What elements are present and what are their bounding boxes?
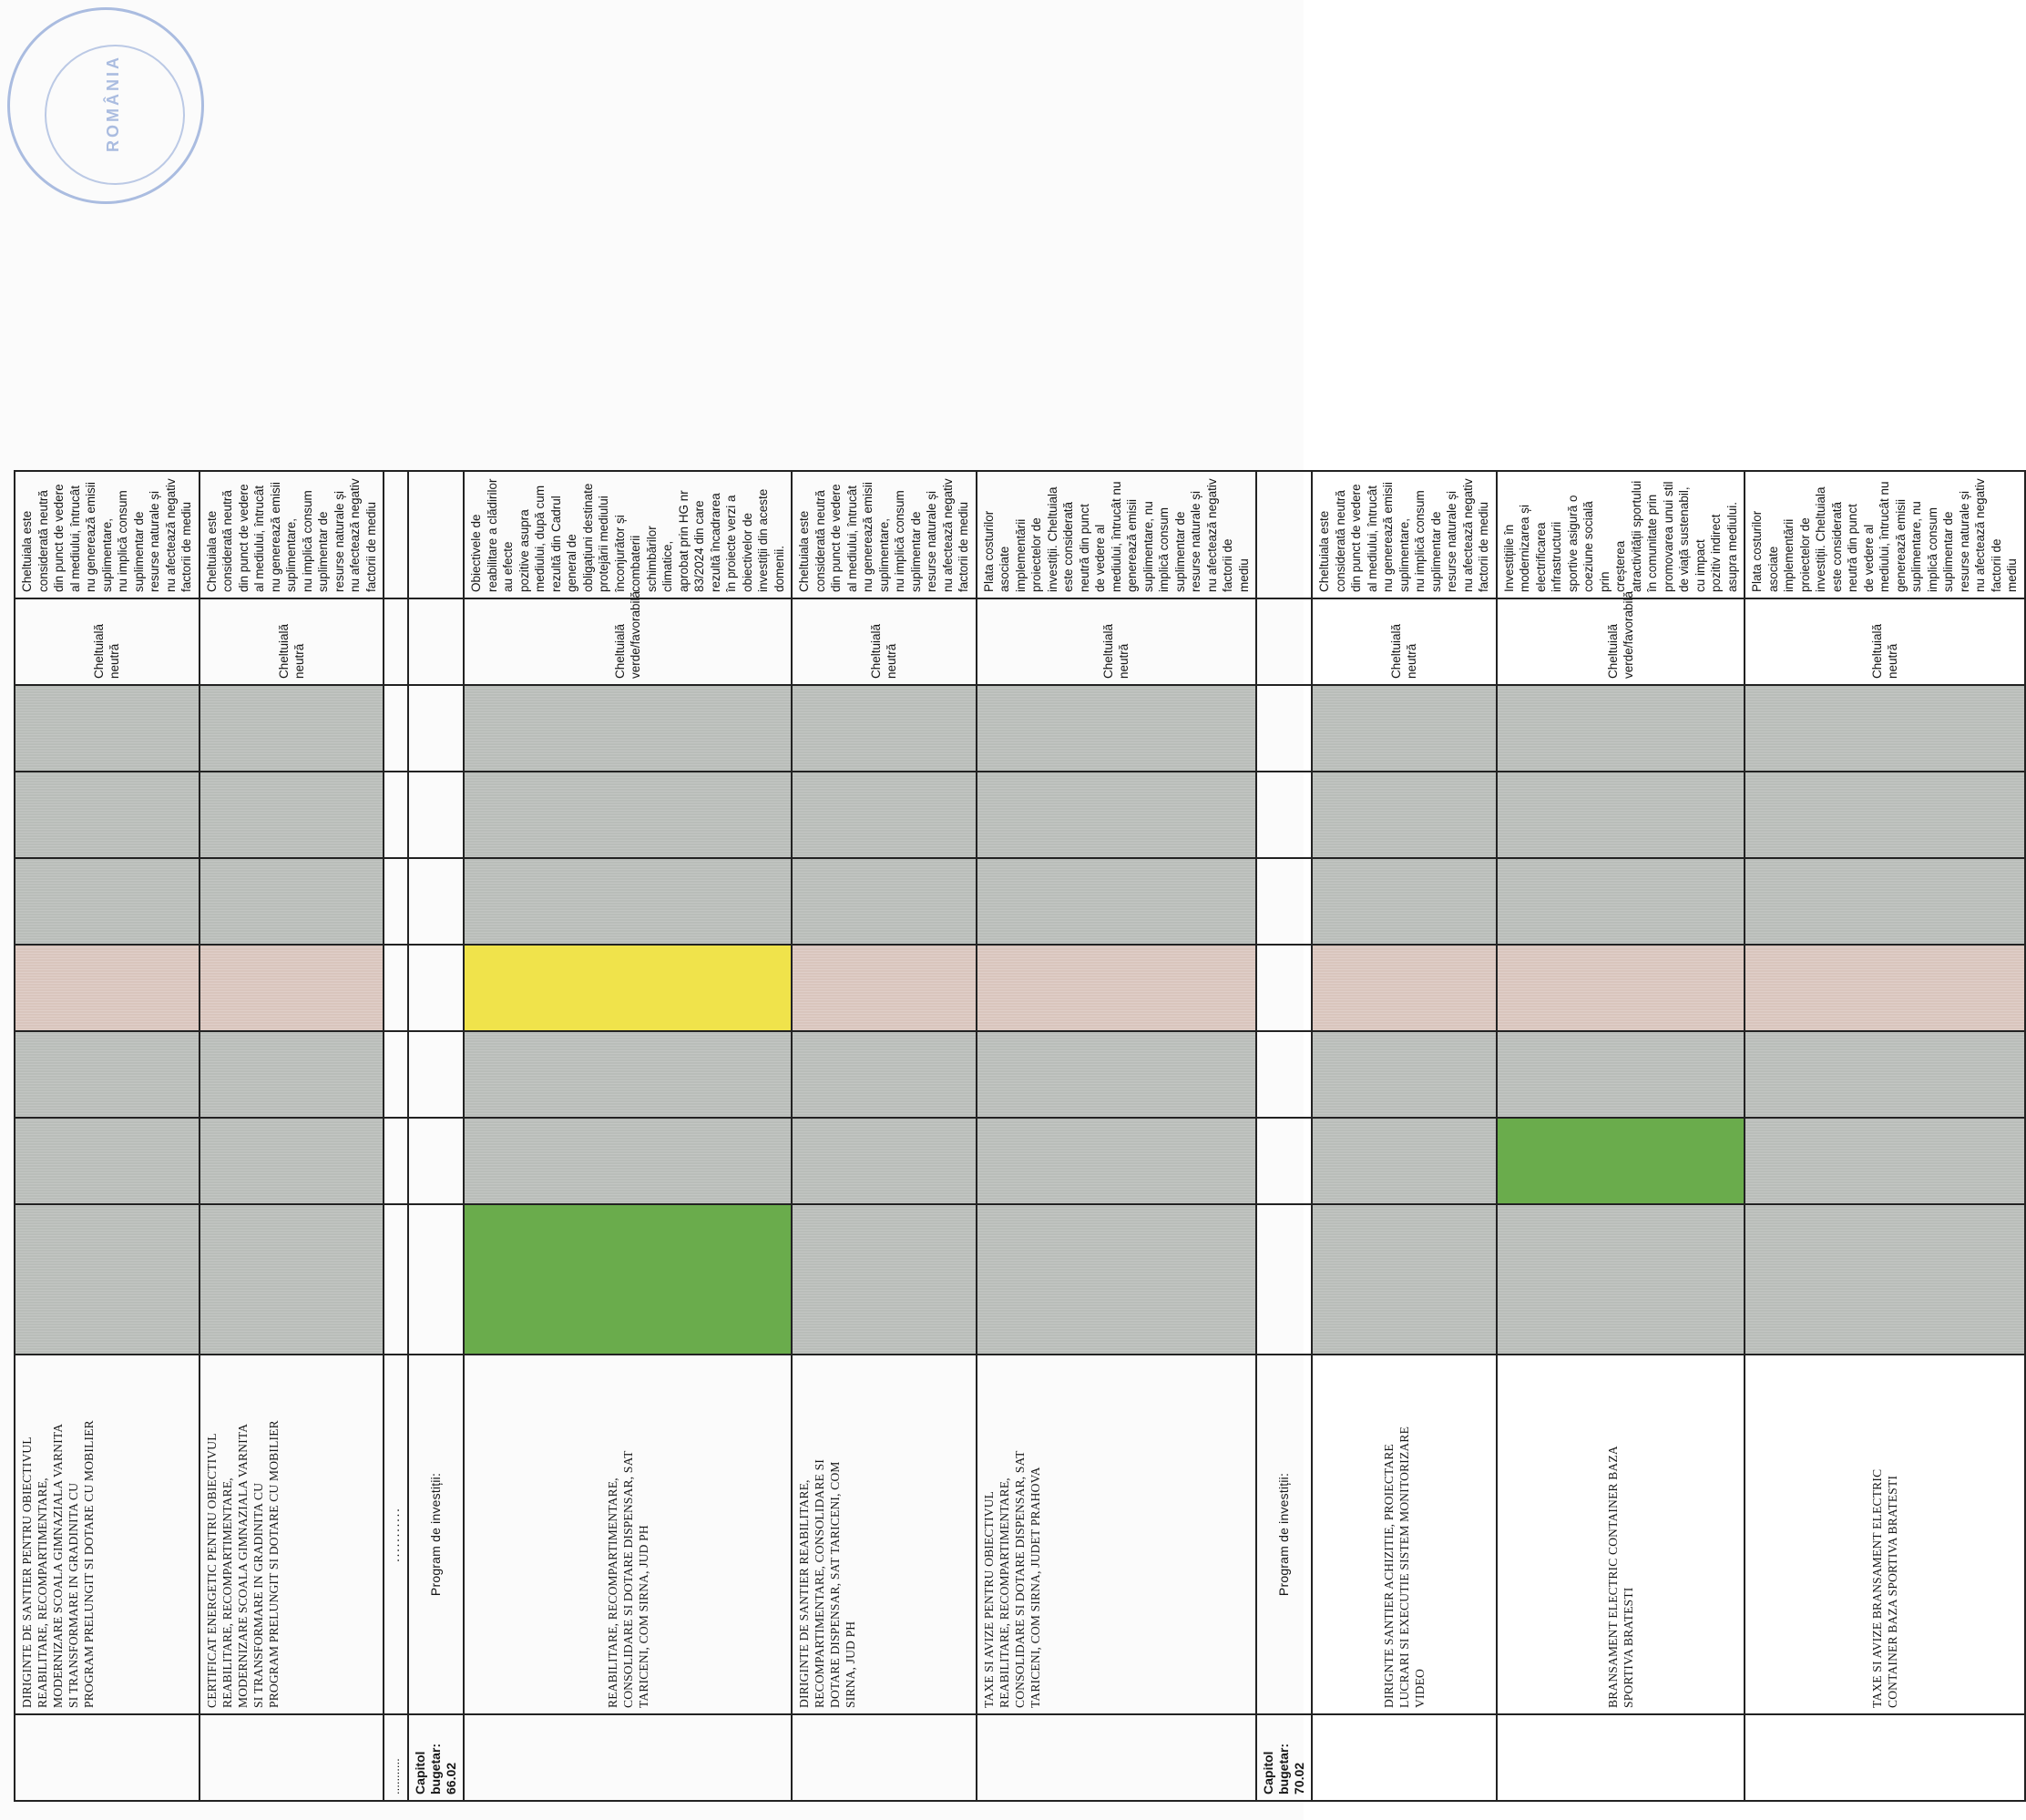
explanation-line: resurse naturale și nu afectează negativ factorii de bbox=[1957, 478, 2003, 592]
criterion-cell-7 bbox=[1497, 685, 1745, 772]
expense-label-cell bbox=[792, 1355, 977, 1714]
explanation-line: Cheltuiala este considerată neutră din punct de vedere bbox=[1317, 484, 1363, 592]
expense-label-line: SPORTIVA BRATESTI bbox=[1621, 1587, 1635, 1708]
criterion-cell-6 bbox=[977, 772, 1257, 858]
expense-label-line: PROGRAM PRELUNGIT SI DOTARE CU MOBILIER bbox=[266, 1420, 281, 1708]
criterion-cell-7 bbox=[792, 685, 977, 772]
explanation-line: general de obligațiuni destinate protejării mediului bbox=[565, 483, 610, 592]
table-row bbox=[1745, 0, 2025, 1801]
criterion-cell-4 bbox=[15, 945, 200, 1031]
table-row bbox=[384, 0, 408, 1801]
category-cell bbox=[1312, 598, 1497, 685]
criterion-cell-2 bbox=[1312, 1118, 1497, 1204]
explanation-line: nu implică consum suplimentar de resurse naturale și bbox=[893, 490, 938, 592]
explanation-line: al mediului, întrucât nu generează emisii suplimentare, bbox=[1365, 482, 1411, 592]
criterion-cell-6 bbox=[408, 772, 464, 858]
explanation-line: nu afectează negativ factorii de mediu bbox=[163, 478, 193, 592]
explanation-line: promovarea unui stil de viață sustenabil, cu impact bbox=[1661, 481, 1707, 592]
expense-label-line: LUCRARI SI EXECUTIE SISTEM MONITORIZARE bbox=[1397, 1426, 1411, 1708]
chapter-cell bbox=[200, 1714, 384, 1801]
explanation-line: domenii. bbox=[772, 545, 786, 592]
criterion-cell-4 bbox=[408, 945, 464, 1031]
table-row bbox=[1312, 0, 1497, 1801]
explanation-line: pozitiv indirect asupra mediului. bbox=[1709, 501, 1739, 592]
criterion-cell-5 bbox=[1497, 858, 1745, 945]
criterion-cell-3 bbox=[977, 1031, 1257, 1118]
category-line: Cheltuială bbox=[92, 623, 107, 679]
chapter-cell bbox=[1745, 1714, 2025, 1801]
expense-label-line: REABILITARE, RECOMPARTIMENTARE, bbox=[997, 1477, 1011, 1708]
explanation-line: infrastructurii sportive asigură o coeziune socială prin bbox=[1550, 495, 1612, 592]
explanation-line: pozitive asupra mediului, după cum rezultă din Cadrul bbox=[517, 485, 563, 592]
expense-label-line: CONSOLIDARE SI DOTARE DISPENSAR, SAT bbox=[1012, 1450, 1027, 1708]
criterion-cell-4 bbox=[464, 945, 792, 1031]
criterion-cell-5 bbox=[464, 858, 792, 945]
explanation-line: Plata costurilor asociate implementării proiectelor de bbox=[981, 510, 1043, 592]
explanation-line: mediu bbox=[2005, 558, 2019, 592]
explanation-line: creșterea atractivității sportului în comunitate prin bbox=[1613, 480, 1659, 592]
criterion-cell-2 bbox=[200, 1118, 384, 1204]
criterion-cell-2 bbox=[384, 1118, 408, 1204]
criterion-cell-2 bbox=[1745, 1118, 2025, 1204]
chapter-cell bbox=[977, 1714, 1257, 1801]
explanation-line: în proiecte verzi a obiectivelor de investiții din aceste bbox=[724, 488, 770, 592]
criterion-cell-1 bbox=[408, 1204, 464, 1355]
criterion-cell-4 bbox=[977, 945, 1257, 1031]
criterion-cell-4 bbox=[200, 945, 384, 1031]
criterion-cell-6 bbox=[15, 772, 200, 858]
chapter-cell bbox=[792, 1714, 977, 1801]
criterion-cell-2 bbox=[792, 1118, 977, 1204]
expense-label-cell bbox=[384, 1355, 408, 1714]
table-row bbox=[977, 0, 1257, 1801]
criterion-cell-7 bbox=[15, 685, 200, 772]
expense-label-line: DIRIGINTE DE SANTIER PENTRU OBIECTIVUL bbox=[20, 1437, 34, 1708]
expense-label-line: TAXE SI AVIZE BRANSAMENT ELECTRIC bbox=[1869, 1468, 1884, 1708]
criterion-cell-7 bbox=[977, 685, 1257, 772]
criterion-cell-3 bbox=[792, 1031, 977, 1118]
explanation-line: investiții. Cheltuiala este considerată neutră din punct bbox=[1045, 486, 1091, 592]
criterion-cell-5 bbox=[408, 858, 464, 945]
chapter-cell bbox=[1497, 1714, 1745, 1801]
criterion-cell-1 bbox=[977, 1204, 1257, 1355]
chapter-cell bbox=[15, 1714, 200, 1801]
expense-label-cell bbox=[977, 1355, 1257, 1714]
expense-label-cell bbox=[15, 1355, 200, 1714]
chapter-cell bbox=[1312, 1714, 1497, 1801]
table-row bbox=[464, 0, 792, 1801]
explanation-line: resurse naturale și nu afectează negativ factorii de bbox=[1189, 478, 1234, 592]
criterion-cell-1 bbox=[464, 1204, 792, 1355]
criterion-cell-7 bbox=[408, 685, 464, 772]
expense-label-cell bbox=[1312, 1355, 1497, 1714]
criterion-cell-2 bbox=[464, 1118, 792, 1204]
criterion-cell-7 bbox=[1312, 685, 1497, 772]
expense-label-cell bbox=[1745, 1355, 2025, 1714]
expense-label-line: ........... bbox=[389, 1507, 403, 1562]
criterion-cell-2 bbox=[15, 1118, 200, 1204]
explanation-line: al mediului, întrucât nu generează emisii suplimentare, bbox=[67, 482, 114, 592]
criterion-cell-1 bbox=[15, 1204, 200, 1355]
criterion-cell-4 bbox=[384, 945, 408, 1031]
expense-label-cell bbox=[1497, 1355, 1745, 1714]
criterion-cell-4 bbox=[1745, 945, 2025, 1031]
criterion-cell-6 bbox=[1745, 772, 2025, 858]
explanation-line: mediu bbox=[1236, 558, 1251, 592]
criterion-cell-2 bbox=[1256, 1118, 1312, 1204]
chapter-text: Capitol bugetar: 70.02 bbox=[1261, 1743, 1306, 1794]
criterion-cell-1 bbox=[1497, 1204, 1745, 1355]
expense-label-line: SI TRANSFORMARE IN GRADINITA CU bbox=[67, 1482, 80, 1708]
criterion-cell-3 bbox=[408, 1031, 464, 1118]
explanation-cell bbox=[464, 471, 792, 598]
explanation-cell bbox=[408, 471, 464, 598]
explanation-line: al mediului, întrucât nu generează emisii suplimentare, bbox=[844, 482, 891, 592]
expense-label-line: SIRNA, JUD PH bbox=[844, 1621, 857, 1708]
category-cell bbox=[1256, 598, 1312, 685]
criterion-cell-6 bbox=[384, 772, 408, 858]
criterion-cell-6 bbox=[1497, 772, 1745, 858]
explanation-line: de vedere al mediului, întrucât nu generează emisii bbox=[1093, 481, 1139, 592]
category-cell bbox=[1497, 590, 1745, 685]
explanation-cell bbox=[384, 471, 408, 598]
expense-label-line: CERTIFICAT ENERGETIC PENTRU OBIECTIVUL bbox=[204, 1433, 219, 1708]
category-cell bbox=[200, 598, 384, 685]
expense-label-line: BRANSAMENT ELECTRIC CONTAINER BAZA bbox=[1605, 1446, 1620, 1708]
explanation-line: de vedere al mediului, întrucât nu generează emisii bbox=[1861, 481, 1908, 592]
expense-label-cell bbox=[1256, 1355, 1312, 1714]
expense-label-cell bbox=[408, 1355, 464, 1714]
category-cell bbox=[408, 598, 464, 685]
criterion-cell-4 bbox=[792, 945, 977, 1031]
explanation-line: nu implică consum suplimentar de resurse naturale și bbox=[300, 490, 346, 592]
chapter-cell bbox=[408, 1714, 464, 1801]
criterion-cell-5 bbox=[1745, 858, 2025, 945]
expense-label-line: DIRIGNTE SANTIER ACHIZITIE, PROIECTARE bbox=[1381, 1444, 1396, 1708]
table-row bbox=[1497, 0, 1745, 1801]
criterion-cell-5 bbox=[200, 858, 384, 945]
explanation-line: Cheltuiala este considerată neutră din punct de vedere bbox=[797, 484, 843, 592]
expense-label-line: DOTARE DISPENSAR, SAT TARICENI, COM bbox=[828, 1461, 842, 1708]
criterion-cell-4 bbox=[1256, 945, 1312, 1031]
expense-label-line: REABILITARE, RECOMPARTIMENTARE, bbox=[220, 1477, 234, 1708]
category-line: Cheltuială bbox=[1869, 623, 1884, 679]
expense-label-cell bbox=[200, 1355, 384, 1714]
criterion-cell-2 bbox=[977, 1118, 1257, 1204]
criterion-cell-3 bbox=[384, 1031, 408, 1118]
chapter-text: ........... bbox=[388, 1758, 402, 1794]
expense-label-line: REABILITARE, RECOMPARTIMENTARE, bbox=[36, 1477, 49, 1708]
criterion-cell-4 bbox=[1312, 945, 1497, 1031]
category-line: Cheltuială bbox=[869, 623, 884, 679]
category-line: neutră bbox=[1885, 643, 1899, 679]
explanation-line: Plata costurilor asociate implementării proiectelor de bbox=[1750, 510, 1812, 592]
explanation-cell bbox=[1312, 471, 1497, 598]
expense-label-line: REABILITARE, RECOMPARTIMENTARE, bbox=[605, 1477, 619, 1708]
criterion-cell-7 bbox=[464, 685, 792, 772]
table-row bbox=[792, 0, 977, 1801]
criterion-cell-2 bbox=[408, 1118, 464, 1204]
stamp-text: ROMÂNIA bbox=[104, 55, 122, 152]
explanation-line: suplimentare, nu implică consum suplimentar de bbox=[1141, 501, 1187, 592]
explanation-line: al mediului, întrucât nu generează emisii suplimentare, bbox=[252, 482, 298, 592]
table-row bbox=[15, 0, 200, 1801]
expense-label-line: VIDEO bbox=[1412, 1669, 1427, 1708]
criterion-cell-1 bbox=[1256, 1204, 1312, 1355]
expense-label-cell bbox=[464, 1355, 792, 1714]
expense-label-line: MODERNIZARE SCOALA GIMNAZIALA VARNITA bbox=[51, 1423, 65, 1708]
explanation-line: Obiectivele de reabilitare a clădirilor au efecte bbox=[469, 478, 515, 592]
criterion-cell-3 bbox=[464, 1031, 792, 1118]
criterion-cell-4 bbox=[1497, 945, 1745, 1031]
category-line: neutră bbox=[1117, 643, 1131, 679]
table-row bbox=[408, 0, 464, 1801]
category-line: Cheltuială bbox=[1389, 623, 1404, 679]
table-row bbox=[200, 0, 384, 1801]
category-line: Cheltuială bbox=[276, 623, 291, 679]
explanation-cell bbox=[1256, 471, 1312, 598]
expense-label-line: SI TRANSFORMARE IN GRADINITA CU bbox=[251, 1482, 265, 1708]
expense-label-line: TAXE SI AVIZE PENTRU OBIECTIVUL bbox=[981, 1490, 996, 1708]
criterion-cell-3 bbox=[1497, 1031, 1745, 1118]
criterion-cell-6 bbox=[792, 772, 977, 858]
explanation-line: investiții. Cheltuiala este considerată neutră din punct bbox=[1814, 486, 1859, 592]
criterion-cell-5 bbox=[1256, 858, 1312, 945]
criterion-cell-2 bbox=[1497, 1118, 1745, 1204]
criterion-cell-7 bbox=[384, 685, 408, 772]
category-line: Cheltuială bbox=[613, 623, 627, 679]
criterion-cell-6 bbox=[200, 772, 384, 858]
explanation-line: nu afectează negativ factorii de mediu bbox=[940, 478, 970, 592]
criterion-cell-5 bbox=[792, 858, 977, 945]
explanation-cell bbox=[1745, 471, 2025, 598]
expense-label-line: MODERNIZARE SCOALA GIMNAZIALA VARNITA bbox=[235, 1423, 250, 1708]
category-line: neutră bbox=[107, 643, 122, 679]
criterion-cell-1 bbox=[200, 1204, 384, 1355]
expense-label-line: CONTAINER BAZA SPORTIVA BRATESTI bbox=[1885, 1475, 1899, 1708]
explanation-line: nu afectează negativ factorii de mediu bbox=[348, 478, 378, 592]
expense-label-line: RECOMPARTIMENTARE, CONSOLIDARE SI bbox=[813, 1458, 826, 1708]
expense-label-line: PROGRAM PRELUNGIT SI DOTARE CU MOBILIER bbox=[82, 1420, 96, 1708]
explanation-line: nu implică consum suplimentar de resurse naturale și bbox=[116, 490, 161, 592]
criterion-cell-1 bbox=[792, 1204, 977, 1355]
criterion-cell-1 bbox=[1745, 1204, 2025, 1355]
category-line: neutră bbox=[1405, 643, 1419, 679]
chapter-text: Capitol bugetar: 66.02 bbox=[413, 1743, 458, 1794]
criterion-cell-6 bbox=[1256, 772, 1312, 858]
explanation-line: Cheltuiala este considerată neutră din punct de vedere bbox=[204, 484, 251, 592]
chapter-cell bbox=[384, 1714, 408, 1801]
criterion-cell-6 bbox=[464, 772, 792, 858]
explanation-line: suplimentare, nu implică consum suplimentar de bbox=[1909, 501, 1955, 592]
explanation-cell bbox=[200, 471, 384, 598]
criterion-cell-6 bbox=[1312, 772, 1497, 858]
explanation-line: nu implică consum suplimentar de resurse naturale și bbox=[1413, 490, 1458, 592]
category-cell bbox=[384, 598, 408, 685]
criterion-cell-5 bbox=[1312, 858, 1497, 945]
criterion-cell-3 bbox=[1256, 1031, 1312, 1118]
explanation-cell bbox=[792, 471, 977, 598]
budget-table bbox=[14, 0, 2026, 1802]
category-line: neutră bbox=[292, 643, 306, 679]
criterion-cell-5 bbox=[384, 858, 408, 945]
expense-label-line: CONSOLIDARE SI DOTARE DISPENSAR, SAT bbox=[620, 1450, 635, 1708]
explanation-cell bbox=[1497, 471, 1745, 598]
category-line: Cheltuială bbox=[1101, 623, 1116, 679]
expense-label-line: TARICENI, COM SIRNA, JUDET PRAHOVA bbox=[1028, 1467, 1042, 1708]
chapter-cell bbox=[464, 1714, 792, 1801]
criterion-cell-3 bbox=[15, 1031, 200, 1118]
chapter-cell bbox=[1256, 1714, 1312, 1801]
criterion-cell-5 bbox=[15, 858, 200, 945]
criterion-cell-1 bbox=[384, 1204, 408, 1355]
criterion-cell-3 bbox=[1312, 1031, 1497, 1118]
category-line: neutră bbox=[885, 643, 899, 679]
criterion-cell-1 bbox=[1312, 1204, 1497, 1355]
criterion-cell-7 bbox=[200, 685, 384, 772]
expense-label-line: Program de investiții: bbox=[1276, 1472, 1291, 1597]
category-cell bbox=[977, 598, 1257, 685]
expense-label-line: DIRIGINTE DE SANTIER REABILITARE, bbox=[797, 1479, 811, 1708]
category-line: verde/favorabilă bbox=[629, 590, 642, 679]
explanation-cell bbox=[15, 471, 200, 598]
criterion-cell-7 bbox=[1745, 685, 2025, 772]
expense-label-line: TARICENI, COM SIRNA, JUD PH bbox=[636, 1525, 650, 1708]
category-cell bbox=[1745, 598, 2025, 685]
criterion-cell-7 bbox=[1256, 685, 1312, 772]
category-line: verde/favorabilă bbox=[1621, 590, 1635, 679]
table-row bbox=[1256, 0, 1312, 1801]
criterion-cell-3 bbox=[200, 1031, 384, 1118]
explanation-line: aprobat prin HG nr 83/2024 din care rezultă încadrarea bbox=[676, 490, 722, 592]
criterion-cell-3 bbox=[1745, 1031, 2025, 1118]
official-stamp bbox=[7, 7, 204, 204]
explanation-line: nu afectează negativ factorii de mediu bbox=[1460, 478, 1490, 592]
explanation-line: Cheltuiala este considerată neutră din punct de vedere bbox=[20, 484, 66, 592]
explanation-line: înconjurător și combaterii schimbărilor climatice, bbox=[612, 515, 674, 592]
category-cell bbox=[15, 598, 200, 685]
criterion-cell-5 bbox=[977, 858, 1257, 945]
category-line: Cheltuială bbox=[1605, 623, 1620, 679]
explanation-line: Investițiile în modernizarea și electrificarea bbox=[1501, 504, 1548, 592]
expense-label-line: Program de investiții: bbox=[428, 1472, 443, 1597]
category-cell bbox=[792, 598, 977, 685]
category-cell bbox=[464, 590, 792, 685]
explanation-cell bbox=[977, 471, 1257, 598]
